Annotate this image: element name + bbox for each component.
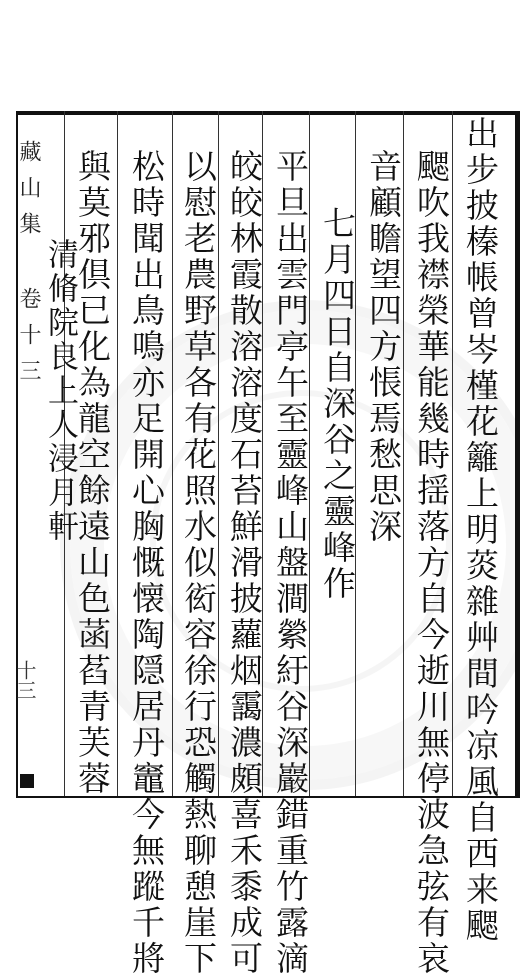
column-rule bbox=[117, 111, 118, 796]
text-column-1: 出步披榛帳曾岑槿花籬上明菼雜艸間吟凉風自西来颸 bbox=[461, 116, 500, 944]
text-column-7: 以慰老農野草各有花照水似衒容徐行恐觸熱聊憩崖下 bbox=[179, 149, 218, 977]
text-column-9: 與莫邪倶已化為龍空餘遠山色菡萏青芙蓉 bbox=[73, 149, 112, 797]
corner-mark bbox=[20, 774, 34, 788]
folio-number: 十三 bbox=[13, 660, 37, 700]
column-rule bbox=[403, 111, 404, 796]
text-column-8: 松時聞出鳥鳴亦足開心胸慨懐陶隠居丹竈今無蹤千將 bbox=[127, 149, 166, 977]
text-column-4: 七月四日自深谷之靈峰作 bbox=[318, 206, 357, 602]
text-column-10: 清脩院良上人浸月軒 bbox=[42, 238, 78, 544]
text-column-5: 平旦出雲門亭午至靈峰山盤澗縈紆谷深巖錯重竹露滴 bbox=[271, 149, 310, 977]
text-column-2: 颸吹我襟榮華能幾時揺落方自今逝川無停波急弦有哀 bbox=[412, 149, 451, 977]
column-rule bbox=[172, 111, 173, 796]
text-column-3: 音顧瞻望四方悵焉愁思深 bbox=[364, 149, 403, 545]
column-rule bbox=[452, 111, 453, 796]
volume-margin-label: 藏山集 卷十三 bbox=[16, 140, 41, 395]
column-rule bbox=[218, 111, 219, 796]
text-column-6: 皎皎林霞散溶溶度石苔鮮滑披蘿烟靄濃頗喜禾黍成可 bbox=[225, 149, 264, 977]
